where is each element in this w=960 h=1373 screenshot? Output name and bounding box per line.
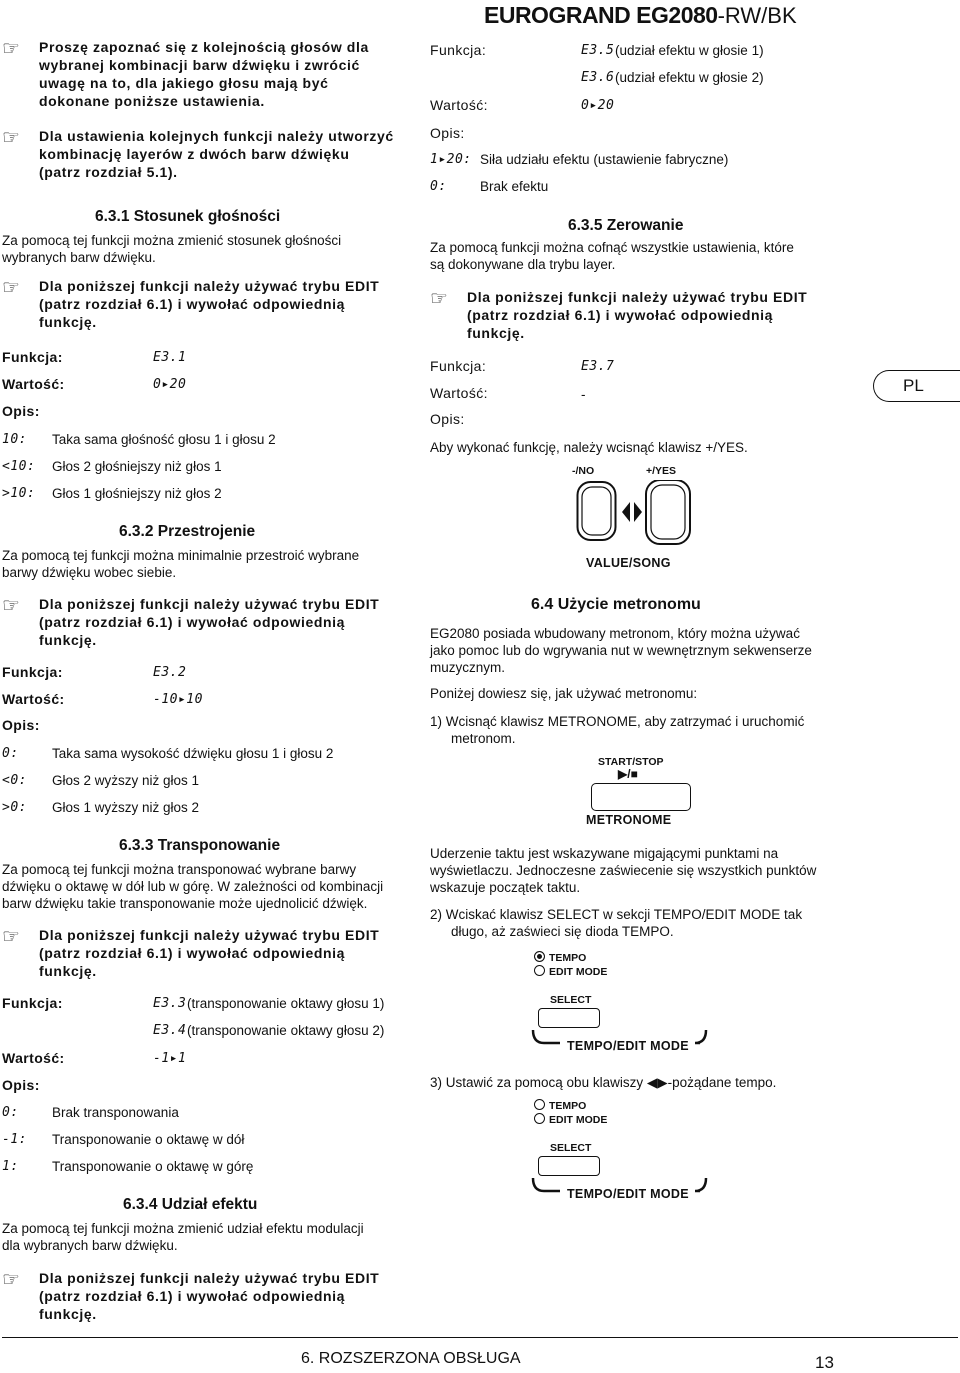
intro-line: Za pomocą tej funkcji można zmienić udział efektu modulacji xyxy=(2,1221,364,1236)
brand-name: EUROGRAND EG2080 xyxy=(484,2,718,28)
opis-code: -1: xyxy=(2,1132,27,1147)
note-line: Dla poniższej funkcji należy używać trybu EDIT xyxy=(39,278,380,294)
yes-key-label: +/YES xyxy=(646,465,677,477)
funkcja-value: E3.3 xyxy=(153,996,187,1011)
funkcja-label: Funkcja: xyxy=(430,42,487,58)
edit-led-row xyxy=(534,1113,607,1126)
page-number: 13 xyxy=(815,1353,834,1372)
select-label: SELECT xyxy=(550,1142,592,1154)
funkcja-value: E3.2 xyxy=(153,665,187,680)
opis-code: 0: xyxy=(430,179,447,194)
note-line: Dla ustawienia kolejnych funkcji należy utworzyć xyxy=(39,128,394,144)
opis-code: 10: xyxy=(2,432,27,447)
model-suffix: -RW/BK xyxy=(717,3,797,28)
section-heading-633: 6.3.3 Transponowanie xyxy=(119,837,281,854)
section-heading-635: 6.3.5 Zerowanie xyxy=(568,217,684,234)
pointing-hand-icon: ☞ xyxy=(2,277,21,299)
intro-line: barwy dźwięku wobec siebie. xyxy=(2,565,177,580)
left-arrow-icon xyxy=(622,502,630,522)
opis-code: >10: xyxy=(2,486,36,501)
section-heading-634: 6.3.4 Udział efektu xyxy=(123,1196,258,1213)
note-line: (patrz rozdział 6.1) i wywołać odpowiednią xyxy=(39,296,346,312)
opis-label: Opis: xyxy=(2,717,40,733)
opis-code: 1: xyxy=(2,1159,19,1174)
edit-led-off-icon xyxy=(534,965,545,976)
note-line: funkcję. xyxy=(39,963,97,979)
wartosc-value: 0▸20 xyxy=(153,377,187,392)
funkcja-value-note: (udział efektu w głosie 1) xyxy=(615,43,764,58)
start-stop-label: START/STOP xyxy=(598,756,664,768)
opis-code: <10: xyxy=(2,459,36,474)
wartosc-label: Wartość: xyxy=(430,385,488,401)
wartosc-value: -1▸1 xyxy=(153,1051,187,1066)
footer-chapter: 6. ROZSZERZONA OBSŁUGA xyxy=(301,1350,521,1367)
section-intro-635 xyxy=(430,239,794,273)
bracket-right xyxy=(695,1178,706,1191)
funkcja-value: E3.4 xyxy=(153,1023,187,1038)
opis-text: Transponowanie o oktawę w dół xyxy=(52,1132,245,1147)
note-line: Dla poniższej funkcji należy używać trybu EDIT xyxy=(39,927,380,943)
note-line: kombinację layerów z dwóch barw dźwięku xyxy=(39,146,350,162)
intro-line: muzycznym. xyxy=(430,660,506,675)
intro-line: wybranych barw dźwięku. xyxy=(2,250,156,265)
edit-led-label: EDIT MODE xyxy=(549,1114,608,1126)
note-line: uwagę na to, dla jakiego głosu mają być xyxy=(39,75,329,91)
wartosc-label: Wartość: xyxy=(430,97,488,113)
opis-label: Opis: xyxy=(430,125,465,141)
funkcja-label: Funkcja: xyxy=(2,664,63,680)
section-heading-631: 6.3.1 Stosunek głośności xyxy=(95,208,281,225)
intro-line: EG2080 posiada wbudowany metronom, który można używać xyxy=(430,626,800,641)
opis-text: Transponowanie o oktawę w górę xyxy=(52,1159,254,1174)
play-stop-icon: ▶/■ xyxy=(618,767,638,781)
section-intro-631 xyxy=(2,232,341,266)
pointing-hand-icon: ☞ xyxy=(2,1269,21,1291)
opis-text: Brak transponowania xyxy=(52,1105,179,1120)
tempo-led-row xyxy=(534,1099,586,1112)
opis-label: Opis: xyxy=(2,1077,40,1093)
opis-code: >0: xyxy=(2,800,27,815)
footer-rule xyxy=(2,1337,958,1338)
no-key-inner xyxy=(582,487,611,535)
no-key-outline xyxy=(578,482,616,540)
intro-line: są dokonywane dla trybu layer. xyxy=(430,257,616,272)
opis-text: Taka sama wysokość dźwięku głosu 1 i głosu 2 xyxy=(52,746,334,761)
opis-text: Brak efektu xyxy=(480,179,549,194)
no-key-label: -/NO xyxy=(572,465,595,477)
wartosc-label: Wartość: xyxy=(2,1050,65,1066)
step-line: 2) Wciskać klawisz SELECT w sekcji TEMPO/EDIT MODE tak xyxy=(430,907,803,922)
note-line: Dla poniższej funkcji należy używać trybu EDIT xyxy=(39,1270,380,1286)
body-line: wyświetlaczu. Jednoczesne zaświecenie się wszystkich punktów xyxy=(430,863,817,878)
tempo-led-label: TEMPO xyxy=(549,1100,587,1112)
opis-text: Głos 1 wyższy niż głos 2 xyxy=(52,800,200,815)
note-line: dokonane poniższe ustawienia. xyxy=(39,93,265,109)
section-intro-633 xyxy=(2,861,383,912)
tempo-edit-title: TEMPO/EDIT MODE xyxy=(564,1039,692,1053)
note-line: funkcję. xyxy=(467,325,525,341)
section-heading-632: 6.3.2 Przestrojenie xyxy=(119,523,256,540)
wartosc-value: 0▸20 xyxy=(581,98,615,113)
funkcja-value: E3.7 xyxy=(581,359,615,374)
opis-text: Siła udziału efektu (ustawienie fabryczne) xyxy=(480,152,729,167)
opis-text: Głos 2 wyższy niż głos 1 xyxy=(52,773,200,788)
tempo-edit-title: TEMPO/EDIT MODE xyxy=(564,1187,692,1201)
funkcja-value: E3.5 xyxy=(581,43,615,58)
intro-line: Za pomocą tej funkcji można transponować wybrane barwy xyxy=(2,862,357,877)
note-line: (patrz rozdział 6.1) i wywołać odpowiednią xyxy=(39,945,346,961)
opis-text: Aby wykonać funkcję, należy wcisnąć klawisz +/YES. xyxy=(430,440,748,455)
header-brand xyxy=(484,2,797,29)
value-keys-icon xyxy=(576,480,696,546)
metronome-step-2 xyxy=(430,906,802,940)
metronome-step-1 xyxy=(430,713,804,747)
pointing-hand-icon: ☞ xyxy=(2,38,21,60)
funkcja-value-note: (transponowanie oktawy głosu 1) xyxy=(187,996,385,1011)
step-line: metronom. xyxy=(451,731,516,746)
note-line: funkcję. xyxy=(39,314,97,330)
note-line: Dla poniższej funkcji należy używać trybu EDIT xyxy=(39,596,380,612)
funkcja-value-note: (transponowanie oktawy głosu 2) xyxy=(187,1023,385,1038)
pointing-hand-icon: ☞ xyxy=(2,595,21,617)
section-intro-634 xyxy=(2,1220,364,1254)
note-line: (patrz rozdział 5.1). xyxy=(39,164,178,180)
intro-line: Za pomocą tej funkcji można minimalnie przestroić wybrane xyxy=(2,548,360,563)
language-tab-label: PL xyxy=(903,376,924,395)
funkcja-label: Funkcja: xyxy=(430,358,487,374)
edit-led-label: EDIT MODE xyxy=(549,966,608,978)
opis-text: Głos 1 głośniejszy niż głos 2 xyxy=(52,486,222,501)
opis-label: Opis: xyxy=(2,403,40,419)
note-line: Proszę zapoznać się z kolejnością głosów dla xyxy=(39,39,369,55)
value-song-title: VALUE/SONG xyxy=(586,556,671,570)
opis-text: Taka sama głośność głosu 1 i głosu 2 xyxy=(52,432,276,447)
step-line: długo, aż zaświeci się dioda TEMPO. xyxy=(451,924,674,939)
note-line: funkcję. xyxy=(39,632,97,648)
funkcja-value-note: (udział efektu w głosie 2) xyxy=(615,70,764,85)
metronome-button[interactable] xyxy=(591,783,691,811)
note-line: funkcję. xyxy=(39,1306,97,1322)
select-button[interactable] xyxy=(538,1156,600,1176)
metronome-intro xyxy=(430,625,812,676)
note-line: wybranej kombinacji barw dźwięku i zwrócić xyxy=(39,57,360,73)
section-heading-64: 6.4 Użycie metronomu xyxy=(531,596,701,613)
funkcja-value: E3.6 xyxy=(581,70,615,85)
note-line: (patrz rozdział 6.1) i wywołać odpowiednią xyxy=(467,307,774,323)
metronome-title: METRONOME xyxy=(586,813,672,827)
section-intro-632 xyxy=(2,547,359,581)
bracket-left xyxy=(533,1178,560,1191)
pointing-hand-icon: ☞ xyxy=(2,926,21,948)
pointing-hand-icon: ☞ xyxy=(2,127,21,149)
wartosc-label: Wartość: xyxy=(2,691,65,707)
tempo-led-label: TEMPO xyxy=(549,952,587,964)
value-song-panel xyxy=(560,460,700,572)
edit-led-row xyxy=(534,965,607,978)
opis-code: 0: xyxy=(2,1105,19,1120)
bracket-left xyxy=(533,1030,560,1043)
step-line: 1) Wcisnąć klawisz METRONOME, aby zatrzymać i uruchomić xyxy=(430,714,805,729)
wartosc-label: Wartość: xyxy=(2,376,65,392)
bracket-right xyxy=(695,1030,706,1043)
tempo-edit-panel-1 xyxy=(530,948,710,1060)
intro-line: Za pomocą tej funkcji można zmienić stosunek głośności xyxy=(2,233,342,248)
pointing-hand-icon: ☞ xyxy=(430,288,449,310)
body-line: wskazuje początek taktu. xyxy=(430,880,581,895)
select-button[interactable] xyxy=(538,1008,600,1028)
intro-line: Za pomocą funkcji można cofnąć wszystkie ustawienia, które xyxy=(430,240,794,255)
note-line: Dla poniższej funkcji należy używać trybu EDIT xyxy=(467,289,808,305)
funkcja-label: Funkcja: xyxy=(2,995,63,1011)
metronome-panel xyxy=(585,755,695,827)
wartosc-value: - xyxy=(581,387,586,402)
metronome-beat-text xyxy=(430,845,816,896)
tempo-led-row xyxy=(534,951,586,964)
select-label: SELECT xyxy=(550,994,592,1006)
tempo-led-off-icon xyxy=(534,1099,545,1110)
intro-line: dla wybranych barw dźwięku. xyxy=(2,1238,178,1253)
note-line: (patrz rozdział 6.1) i wywołać odpowiednią xyxy=(39,614,346,630)
opis-code: 0: xyxy=(2,746,19,761)
metronome-howto: Poniżej dowiesz się, jak używać metronomu: xyxy=(430,686,698,701)
opis-label: Opis: xyxy=(430,411,465,427)
wartosc-value: -10▸10 xyxy=(153,692,203,707)
right-arrow-icon xyxy=(634,502,642,522)
intro-line: barw dźwięku takie transponowanie może ujednolicić dźwięk. xyxy=(2,896,368,911)
opis-code: <0: xyxy=(2,773,27,788)
tempo-edit-panel-2 xyxy=(530,1096,710,1208)
funkcja-value: E3.1 xyxy=(153,350,187,365)
body-line: Uderzenie taktu jest wskazywane migającymi punktami na xyxy=(430,846,779,861)
intro-line: dźwięku o oktawę w dół lub w górę. W zależności od kombinacji xyxy=(2,879,384,894)
edit-led-off-icon xyxy=(534,1113,545,1124)
note-line: (patrz rozdział 6.1) i wywołać odpowiednią xyxy=(39,1288,346,1304)
funkcja-label: Funkcja: xyxy=(2,349,63,365)
tempo-led-on-icon xyxy=(534,951,545,962)
metronome-step-3: 3) Ustawić za pomocą obu klawiszy ◀▶-pożądane tempo. xyxy=(430,1075,777,1090)
intro-line: jako pomoc lub do wgrywania nut w wewnętrznym sekwenserze xyxy=(430,643,812,658)
opis-text: Głos 2 głośniejszy niż głos 1 xyxy=(52,459,222,474)
yes-key-inner xyxy=(651,485,685,539)
opis-code: 1▸20: xyxy=(430,152,472,167)
